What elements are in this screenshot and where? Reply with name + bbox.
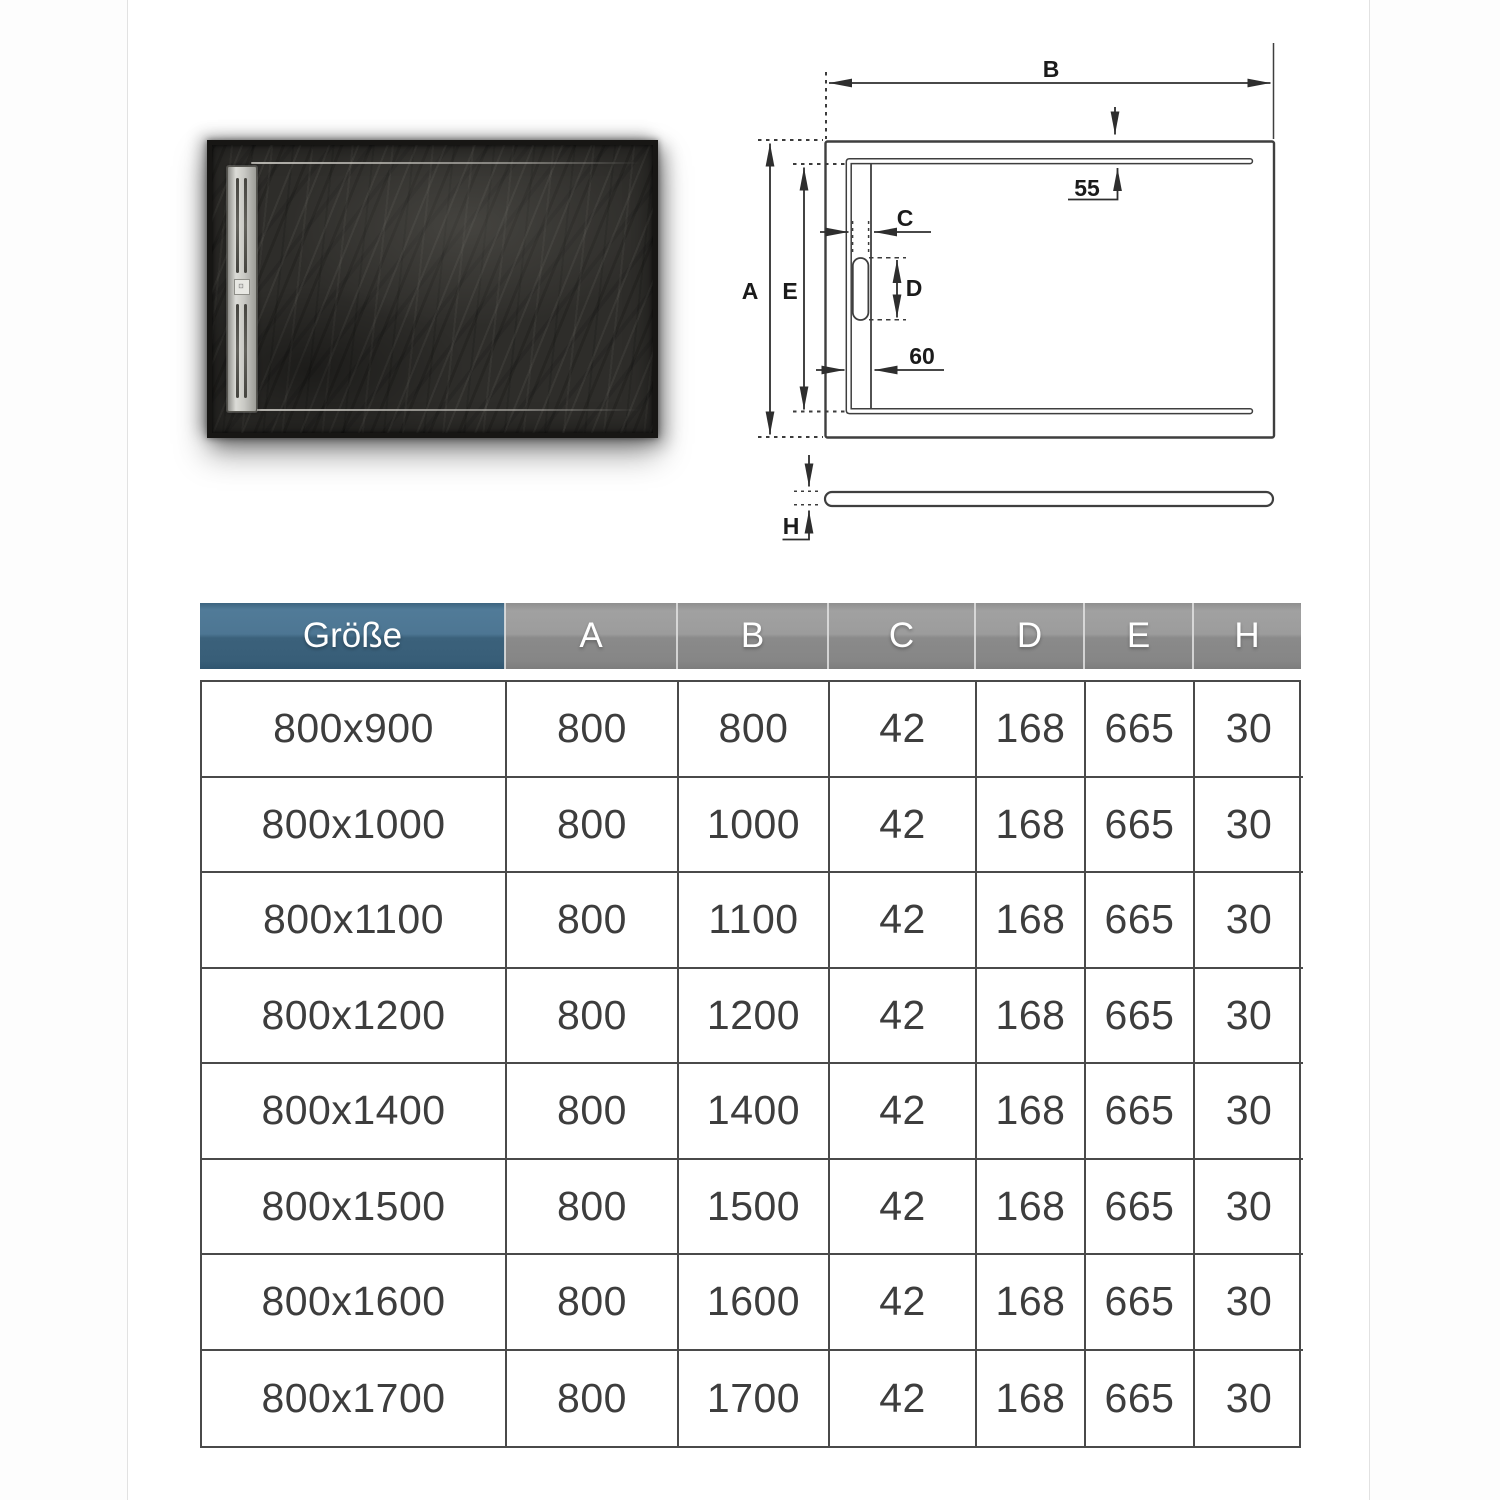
rim-line-top [251,162,640,164]
cell-d: 168 [977,682,1086,778]
cell-d: 168 [977,1160,1086,1256]
cell-b: 800 [679,682,830,778]
dim-label-60: 60 [909,343,935,369]
tray-outline [826,142,1275,438]
cell-c: 42 [830,1255,977,1351]
cell-b: 1000 [679,778,830,874]
cell-size: 800x900 [202,682,507,778]
cell-b: 1100 [679,873,830,969]
cell-d: 168 [977,1351,1086,1447]
cell-c: 42 [830,873,977,969]
cell-a: 800 [507,873,679,969]
cell-e: 665 [1086,1064,1195,1160]
dim-label-h: H [782,513,800,539]
header-cell-size: Größe [200,603,505,669]
cell-size: 800x1200 [202,969,507,1065]
cell-h: 30 [1195,1160,1303,1256]
header-cell-c: C [828,603,975,669]
cell-d: 168 [977,1255,1086,1351]
cell-h: 30 [1195,873,1303,969]
drain-slot [244,304,247,398]
cell-b: 1500 [679,1160,830,1256]
dim-label-55: 55 [1074,175,1100,201]
cell-a: 800 [507,778,679,874]
cell-size: 800x1500 [202,1160,507,1256]
cell-e: 665 [1086,969,1195,1065]
cell-h: 30 [1195,682,1303,778]
cell-c: 42 [830,682,977,778]
cell-e: 665 [1086,682,1195,778]
product-photo [207,140,658,438]
cell-h: 30 [1195,969,1303,1065]
header-cell-d: D [975,603,1084,669]
side-view-slab [825,492,1273,506]
drain-center-cap [234,279,250,295]
cell-e: 665 [1086,1160,1195,1256]
drain-slot-outline [853,258,869,320]
header-cell-a: A [505,603,677,669]
drain-slot [236,178,239,273]
cell-a: 800 [507,1064,679,1160]
cell-h: 30 [1195,1064,1303,1160]
dim-label-e: E [782,278,798,304]
tray-surface [212,145,653,433]
cell-h: 30 [1225,1374,1273,1421]
cell-b: 1600 [679,1255,830,1351]
cell-e: 665 [1086,778,1195,874]
drain-center-dot [239,284,243,288]
header-cell-b: B [677,603,828,669]
cell-c: 42 [830,1064,977,1160]
cell-b: 1700 [679,1351,830,1447]
cell-h: 30 [1195,1255,1303,1351]
cell-size: 800x1700 [202,1351,507,1447]
spec-table [200,680,1301,1448]
cell-a: 800 [507,969,679,1065]
cell-size: 800x1000 [202,778,507,874]
cell-d: 168 [977,1064,1086,1160]
drain-slot [236,304,239,398]
cell-d: 168 [977,969,1086,1065]
cell-size: 800x1100 [202,873,507,969]
cell-a: 800 [507,1255,679,1351]
dim-label-d: D [905,275,923,301]
cell-a: 800 [507,1160,679,1256]
rim-line-bottom [251,409,640,411]
spec-table-header [200,603,1301,669]
dim-label-a: A [741,278,759,304]
cell-b: 1200 [679,969,830,1065]
drain-slot [244,178,247,273]
cell-c: 42 [830,778,977,874]
dim-label-b: B [1042,56,1060,82]
cell-c: 42 [830,1160,977,1256]
cell-a: 800 [507,682,679,778]
header-cell-h: H [1193,603,1301,669]
cell-d: 168 [977,873,1086,969]
cell-size: 800x1600 [202,1255,507,1351]
technical-diagram [730,30,1305,565]
cell-e: 665 [1086,873,1195,969]
cell-e: 665 [1086,1351,1195,1447]
cell-h: 30 [1195,778,1303,874]
cell-e: 665 [1086,1255,1195,1351]
cell-d: 168 [977,778,1086,874]
cell-c: 42 [830,969,977,1065]
header-cell-e: E [1084,603,1193,669]
dim-label-c: C [896,205,914,231]
cell-size: 800x1400 [202,1064,507,1160]
cell-b: 1400 [679,1064,830,1160]
linear-drain-cover [227,166,257,412]
cell-c: 42 [830,1351,977,1447]
cell-a: 800 [507,1351,679,1447]
